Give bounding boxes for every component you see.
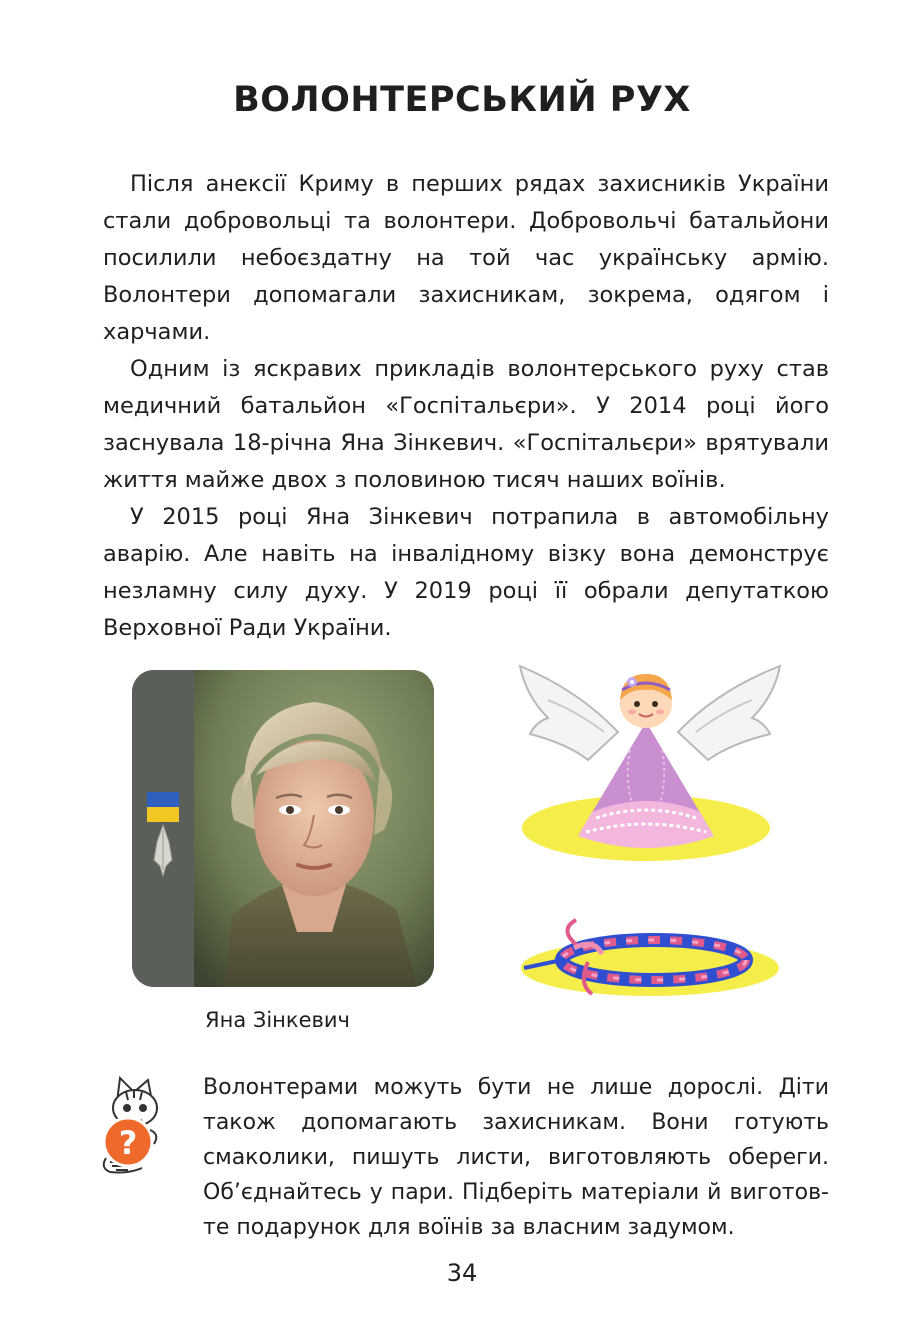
paragraph-1: Після анексії Криму в перших рядах захисників України стали добровольці та волонтери. Добровольчі батальйони посилили небоєздатну на той час українську армію. Волонтери допомагали захисникам, зокрема, одягом і харчами. — [103, 171, 829, 345]
task-text: Волонтерами можуть бути не лише дорослі. Діти також допомагають захисникам. Вони готують смаколики, пишуть листи, виготовляють обереги. Об’єднайтесь у пари. Підберіть матеріали й виготовте подарунок для воїнів за власним задумом. — [203, 1075, 829, 1240]
body-text — [103, 166, 829, 647]
svg-text:?: ? — [118, 1124, 138, 1162]
paragraph-3: У 2015 році Яна Зінкевич потрапила в автомобільну аварію. Але навіть на інвалідному візку вона демонструє незламну силу духу. У 2019 році її обрали депутаткою Верховної Ради України. — [103, 504, 829, 641]
photo-caption: Яна Зінкевич — [205, 1008, 350, 1032]
page-number: 34 — [446, 1259, 478, 1287]
angel-amulet-illustration — [508, 660, 788, 870]
portrait-photo — [132, 670, 434, 987]
woven-bracelet-illustration — [518, 910, 780, 1000]
page-title: ВОЛОНТЕРСЬКИЙ РУХ — [233, 80, 691, 120]
cat-question-icon — [98, 1070, 172, 1174]
paragraph-2: Одним із яскравих прикладів волонтерського руху став медичний батальйон «Госпітальєри». У 2014 році його заснувала 18-річна Яна Зінкевич. «Госпітальєри» врятували життя майже двох з половиною тисяч наших воїнів. — [103, 356, 829, 493]
